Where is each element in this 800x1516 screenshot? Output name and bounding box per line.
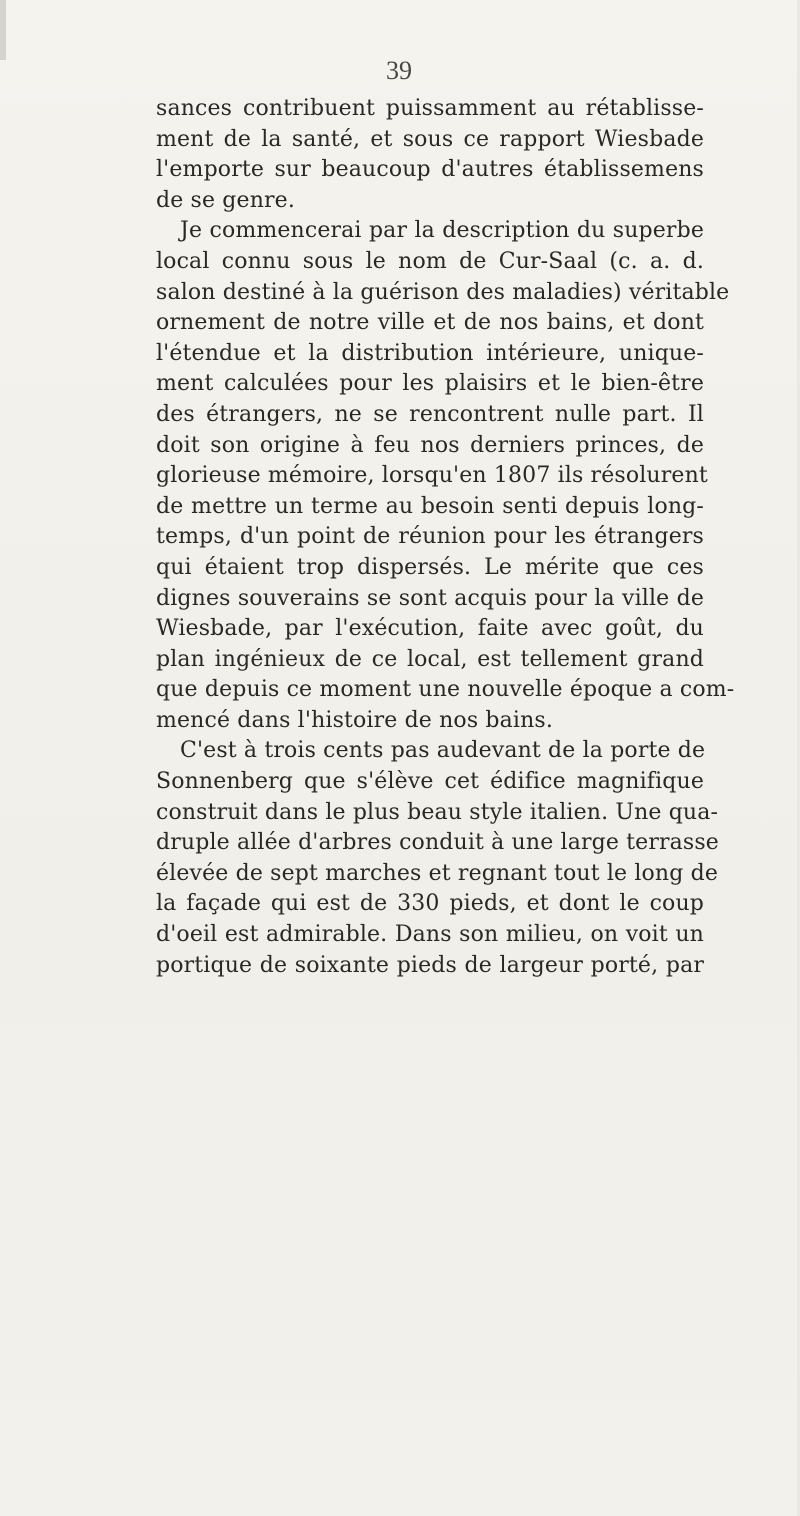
text-line: de mettre un terme au besoin senti depuis long- bbox=[156, 493, 704, 519]
text-line: portique de soixante pieds de largeur porté, par bbox=[156, 952, 704, 978]
text-line: construit dans le plus beau style italien. Une qua- bbox=[156, 799, 719, 825]
text-line: élevée de sept marches et regnant tout le long de bbox=[156, 860, 719, 886]
text-line: temps, d'un point de réunion pour les étrangers bbox=[156, 524, 704, 550]
text-line: plan ingénieux de ce local, est tellement grand bbox=[156, 646, 704, 672]
text-line: que depuis ce moment une nouvelle époque a com- bbox=[156, 677, 735, 703]
text-line: la façade qui est de 330 pieds, et dont le coup bbox=[156, 891, 704, 917]
text-line: l'emporte sur beaucoup d'autres établissemens bbox=[156, 157, 704, 183]
text-line: de se genre. bbox=[156, 187, 295, 213]
text-line: l'étendue et la distribution intérieure, unique- bbox=[156, 340, 704, 366]
text-line: ornement de notre ville et de nos bains, et dont bbox=[156, 310, 704, 336]
body-text bbox=[156, 94, 735, 981]
text-line: local connu sous le nom de Cur-Saal (c. a. d. bbox=[156, 248, 704, 274]
text-line: ment de la santé, et sous ce rapport Wiesbade bbox=[156, 126, 704, 152]
page-edge-shadow bbox=[0, 0, 6, 60]
text-line: ment calculées pour les plaisirs et le bien-être bbox=[156, 371, 704, 397]
text-line: doit son origine à feu nos derniers princes, de bbox=[156, 432, 704, 458]
text-line: druple allée d'arbres conduit à une large terrasse bbox=[156, 830, 719, 856]
text-line: dignes souverains se sont acquis pour la ville de bbox=[156, 585, 704, 611]
text-line: qui étaient trop dispersés. Le mérite que ces bbox=[156, 554, 704, 580]
text-line: des étrangers, ne se rencontrent nulle part. Il bbox=[156, 401, 704, 427]
text-line: Je commencerai par la description du superbe bbox=[180, 218, 704, 244]
page-number: 39 bbox=[386, 56, 412, 85]
text-line: Wiesbade, par l'exécution, faite avec goût, du bbox=[156, 616, 704, 642]
text-line: sances contribuent puissamment au rétablisse- bbox=[156, 96, 704, 121]
text-line: glorieuse mémoire, lorsqu'en 1807 ils résolurent bbox=[156, 463, 708, 489]
text-line: mencé dans l'histoire de nos bains. bbox=[156, 707, 553, 733]
text-line: salon destiné à la guérison des maladies) véritable bbox=[156, 279, 730, 305]
text-line: C'est à trois cents pas audevant de la porte de bbox=[180, 738, 706, 764]
text-line: d'oeil est admirable. Dans son milieu, on voit un bbox=[156, 922, 704, 948]
text-line: Sonnenberg que s'élève cet édifice magnifique bbox=[156, 769, 704, 795]
